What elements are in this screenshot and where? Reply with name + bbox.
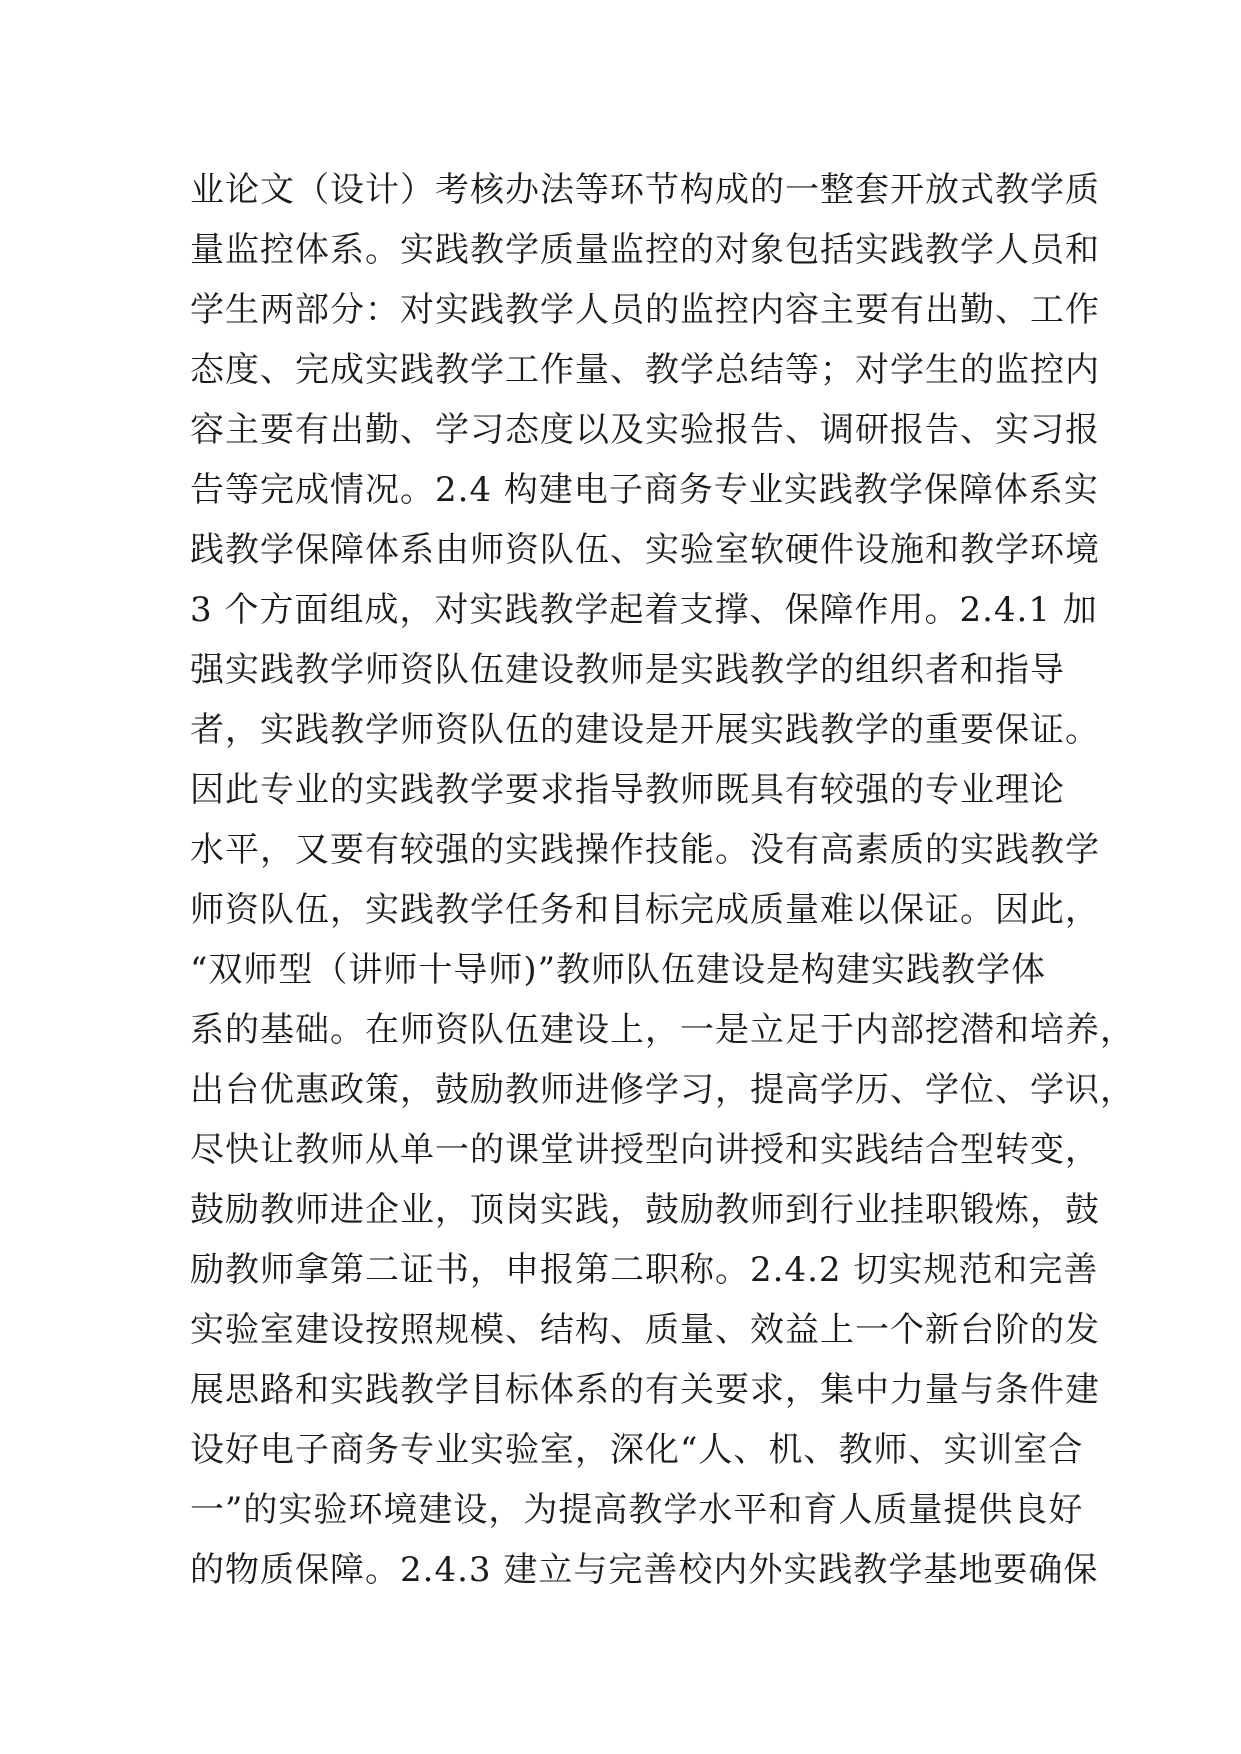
text-line-15: 系的基础。在师资队伍建设上，一是立足于内部挖潜和培养， <box>190 1010 1135 1050</box>
text-line-13: 师资队伍，实践教学任务和目标完成质量难以保证。因此， <box>190 890 1100 930</box>
text-line-3: 学生两部分：对实践教学人员的监控内容主要有出勤、工作 <box>190 290 1100 330</box>
text-line-2: 量监控体系。实践教学质量监控的对象包括实践教学人员和 <box>190 230 1100 270</box>
text-line-11: 因此专业的实践教学要求指导教师既具有较强的专业理论 <box>190 770 1065 810</box>
text-line-8: 3 个方面组成，对实践教学起着支撑、保障作用。2.4.1 加 <box>190 590 1098 630</box>
text-line-12: 水平，又要有较强的实践操作技能。没有高素质的实践教学 <box>190 830 1100 870</box>
text-line-18: 鼓励教师进企业，顶岗实践，鼓励教师到行业挂职锻炼，鼓 <box>190 1190 1100 1230</box>
body-text <box>190 160 1135 1600</box>
text-line-5: 容主要有出勤、学习态度以及实验报告、调研报告、实习报 <box>190 410 1100 450</box>
text-line-16: 出台优惠政策，鼓励教师进修学习，提高学历、学位、学识， <box>190 1070 1135 1110</box>
text-line-7: 践教学保障体系由师资队伍、实验室软硬件设施和教学环境 <box>190 530 1100 570</box>
text-line-24: 的物质保障。2.4.3 建立与完善校内外实践教学基地要确保 <box>190 1550 1099 1590</box>
text-line-9: 强实践教学师资队伍建设教师是实践教学的组织者和指导 <box>190 650 1065 690</box>
text-line-14: “双师型（讲师十导师)”教师队伍建设是构建实践教学体 <box>190 950 1047 990</box>
text-line-21: 展思路和实践教学目标体系的有关要求，集中力量与条件建 <box>190 1370 1100 1410</box>
text-line-10: 者，实践教学师资队伍的建设是开展实践教学的重要保证。 <box>190 710 1100 750</box>
text-line-20: 实验室建设按照规模、结构、质量、效益上一个新台阶的发 <box>190 1310 1100 1350</box>
text-line-6: 告等完成情况。2.4 构建电子商务专业实践教学保障体系实 <box>190 470 1099 510</box>
text-line-4: 态度、完成实践教学工作量、教学总结等；对学生的监控内 <box>190 350 1100 390</box>
text-line-1: 业论文（设计）考核办法等环节构成的一整套开放式教学质 <box>190 170 1100 210</box>
text-line-22: 设好电子商务专业实验室，深化“人、机、教师、实训室合 <box>190 1430 1084 1470</box>
text-line-17: 尽快让教师从单一的课堂讲授型向讲授和实践结合型转变， <box>190 1130 1100 1170</box>
text-line-23: 一”的实验环境建设，为提高教学水平和育人质量提供良好 <box>190 1490 1084 1530</box>
text-line-19: 励教师拿第二证书，申报第二职称。2.4.2 切实规范和完善 <box>190 1250 1099 1290</box>
